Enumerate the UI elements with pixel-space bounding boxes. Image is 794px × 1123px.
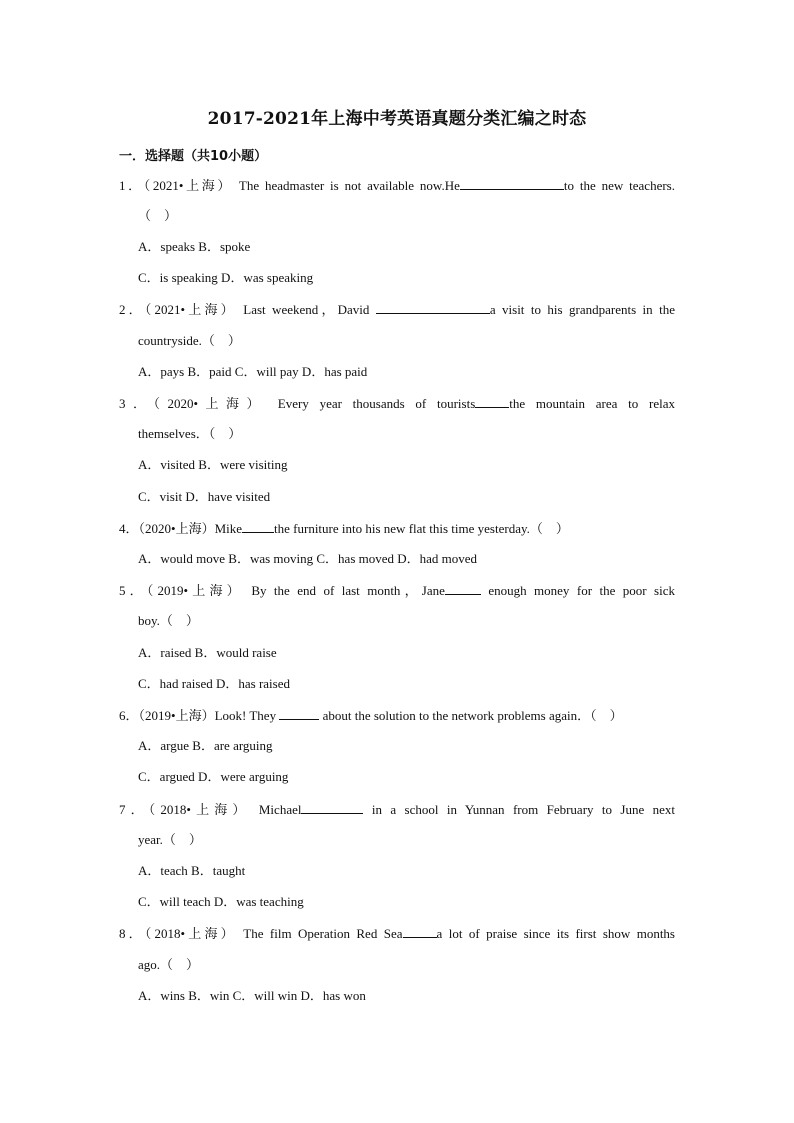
answer-blank [475, 395, 509, 408]
question-text: to the new teachers. [563, 178, 675, 193]
section-heading: 一．选择题（共10小题） [119, 149, 268, 164]
question-number: 1． [119, 178, 144, 193]
question-3 [119, 395, 675, 412]
question-5-options-row-2: C．had raised D．has raised [138, 676, 290, 691]
question-text: the mountain area to relax [509, 396, 675, 411]
question-text: The headmaster is not available now.He [238, 178, 460, 193]
answer-blank [301, 801, 363, 814]
question-source: （2018•上海） [144, 926, 237, 941]
question-text: enough money for the poor sick [488, 583, 675, 598]
question-text: By the end of last month，Jane [251, 583, 445, 598]
question-text: the furniture into his new flat this time yesterday.（ ） [274, 521, 569, 536]
question-2-options: A．pays B．paid C．will pay D．has paid [138, 364, 368, 379]
answer-blank [376, 301, 490, 314]
page-title: 2017-2021年上海中考英语真题分类汇编之时态 [207, 109, 587, 129]
question-5-options-row-1: A．raised B．would raise [138, 645, 277, 660]
question-number: 8． [119, 926, 145, 941]
question-source: （2021•上海） [144, 302, 237, 317]
question-1-options-row-2: C．is speaking D．was speaking [138, 270, 314, 285]
question-1-options-row-1: A．speaks B．spoke [138, 239, 251, 254]
question-source: （2021•上海） [143, 178, 233, 193]
question-text: about the solution to the network problems again．（ ） [322, 708, 623, 723]
question-8-continuation: ago.（ ） [138, 957, 200, 972]
answer-blank [460, 177, 564, 190]
question-3-options-row-1: A．visited B．were visiting [138, 457, 288, 472]
question-number: 7． [119, 802, 149, 817]
question-number: 6． [119, 708, 139, 723]
question-text: in a school in Yunnan from February to June next [371, 802, 675, 817]
question-text: Look! They [214, 708, 277, 723]
question-source: （2020•上海） [138, 521, 215, 536]
question-source: （2018•上海） [148, 802, 251, 817]
question-6-options-row-1: A．argue B．are arguing [138, 738, 273, 753]
question-source: （2019•上海） [146, 583, 244, 598]
question-text: The film Operation Red Sea [243, 926, 403, 941]
question-4-options: A．would move B．was moving C．has moved D．had moved [138, 551, 478, 566]
question-text: Michael [258, 802, 302, 817]
question-2 [119, 301, 675, 318]
answer-blank [279, 707, 319, 720]
question-text: a visit to his grandparents in the [489, 302, 675, 317]
question-text: Mike [214, 521, 243, 536]
question-7-options-row-1: A．teach B．taught [138, 863, 246, 878]
question-7-continuation: year.（ ） [138, 832, 202, 847]
question-text: Last weekend，David [243, 302, 370, 317]
question-8 [119, 925, 675, 942]
question-8-options: A．wins B．win C．will win D．has won [138, 988, 366, 1003]
question-5-continuation: boy.（ ） [138, 613, 199, 628]
question-1 [119, 177, 675, 194]
answer-blank [242, 520, 274, 533]
question-5 [119, 582, 675, 599]
question-6-options-row-2: C．argued D．were arguing [138, 769, 289, 784]
question-number: 2． [119, 302, 145, 317]
question-number: 5． [119, 583, 147, 598]
question-2-continuation: countryside.（ ） [138, 333, 241, 348]
answer-blank [403, 925, 437, 938]
question-7 [119, 801, 675, 818]
question-number: 3． [119, 396, 154, 411]
question-3-options-row-2: C．visit D．have visited [138, 489, 271, 504]
question-text: a lot of praise since its first show months [436, 926, 675, 941]
question-source: （2020•上海） [153, 396, 268, 411]
question-6 [119, 707, 623, 724]
question-number: 4． [119, 521, 139, 536]
question-1-continuation: （ ） [138, 208, 178, 223]
question-4 [119, 520, 569, 537]
question-7-options-row-2: C．will teach D．was teaching [138, 894, 304, 909]
answer-blank [445, 582, 481, 595]
question-3-continuation: themselves．（ ） [138, 426, 242, 441]
question-text: Every year thousands of tourists [277, 396, 476, 411]
question-source: （2019•上海） [138, 708, 215, 723]
